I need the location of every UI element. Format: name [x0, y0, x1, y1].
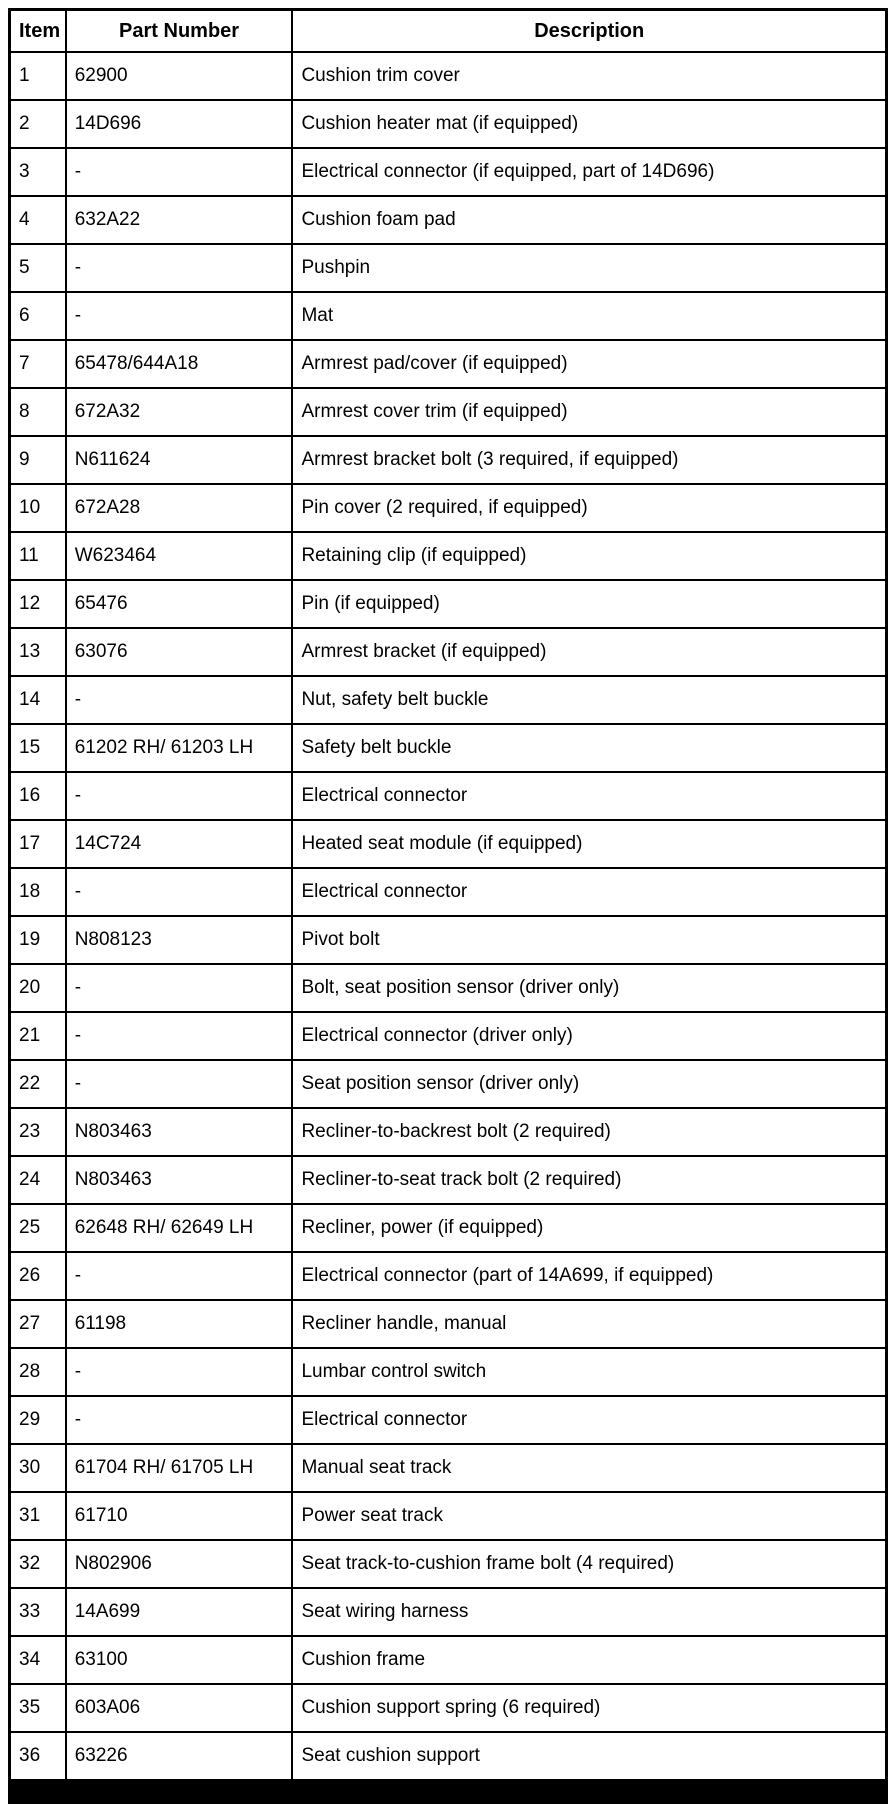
description-cell: Cushion support spring (6 required)	[292, 1684, 886, 1732]
table-row	[10, 292, 887, 340]
item-cell: 11	[10, 532, 66, 580]
description-cell: Cushion frame	[292, 1636, 886, 1684]
item-cell: 31	[10, 1492, 66, 1540]
table-row	[10, 676, 887, 724]
item-cell: 5	[10, 244, 66, 292]
table-row	[10, 1108, 887, 1156]
description-cell: Armrest bracket bolt (3 required, if equipped)	[292, 436, 886, 484]
table-row	[10, 1492, 887, 1540]
description-cell: Pin cover (2 required, if equipped)	[292, 484, 886, 532]
description-cell: Lumbar control switch	[292, 1348, 886, 1396]
item-cell: 2	[10, 100, 66, 148]
bottom-divider-bar	[8, 1782, 888, 1804]
description-cell: Cushion heater mat (if equipped)	[292, 100, 886, 148]
table-row	[10, 340, 887, 388]
table-row	[10, 1012, 887, 1060]
item-cell: 3	[10, 148, 66, 196]
description-cell: Mat	[292, 292, 886, 340]
part-number-cell: 672A28	[66, 484, 293, 532]
item-cell: 4	[10, 196, 66, 244]
table-row	[10, 868, 887, 916]
document-page	[0, 8, 896, 1794]
item-cell: 1	[10, 52, 66, 100]
description-cell: Heated seat module (if equipped)	[292, 820, 886, 868]
description-cell: Electrical connector	[292, 1396, 886, 1444]
part-number-cell: 61710	[66, 1492, 293, 1540]
part-number-cell: -	[66, 772, 293, 820]
description-cell: Pushpin	[292, 244, 886, 292]
item-cell: 18	[10, 868, 66, 916]
description-cell: Electrical connector (if equipped, part of 14D696)	[292, 148, 886, 196]
table-row	[10, 580, 887, 628]
description-cell: Electrical connector (driver only)	[292, 1012, 886, 1060]
description-cell: Seat wiring harness	[292, 1588, 886, 1636]
table-row	[10, 1732, 887, 1781]
part-number-cell: 14A699	[66, 1588, 293, 1636]
table-row	[10, 1396, 887, 1444]
table-row	[10, 148, 887, 196]
part-number-cell: -	[66, 244, 293, 292]
part-number-cell: 63226	[66, 1732, 293, 1781]
table-row	[10, 1156, 887, 1204]
table-row	[10, 820, 887, 868]
description-cell: Recliner-to-seat track bolt (2 required)	[292, 1156, 886, 1204]
description-cell: Seat track-to-cushion frame bolt (4 required)	[292, 1540, 886, 1588]
table-row	[10, 52, 887, 100]
table-row	[10, 1588, 887, 1636]
table-row	[10, 100, 887, 148]
header-description: Description	[292, 10, 886, 53]
item-cell: 32	[10, 1540, 66, 1588]
description-cell: Electrical connector	[292, 772, 886, 820]
table-row	[10, 1540, 887, 1588]
part-number-cell: -	[66, 868, 293, 916]
part-number-cell: N803463	[66, 1108, 293, 1156]
part-number-cell: 632A22	[66, 196, 293, 244]
part-number-cell: N808123	[66, 916, 293, 964]
item-cell: 34	[10, 1636, 66, 1684]
description-cell: Manual seat track	[292, 1444, 886, 1492]
table-row	[10, 1348, 887, 1396]
description-cell: Pivot bolt	[292, 916, 886, 964]
table-row	[10, 484, 887, 532]
part-number-cell: 61704 RH/ 61705 LH	[66, 1444, 293, 1492]
table-row	[10, 1060, 887, 1108]
description-cell: Recliner handle, manual	[292, 1300, 886, 1348]
item-cell: 33	[10, 1588, 66, 1636]
table-row	[10, 1684, 887, 1732]
item-cell: 14	[10, 676, 66, 724]
part-number-cell: -	[66, 1060, 293, 1108]
table-row	[10, 244, 887, 292]
part-number-cell: 62900	[66, 52, 293, 100]
table-row	[10, 196, 887, 244]
part-number-cell: 61202 RH/ 61203 LH	[66, 724, 293, 772]
part-number-cell: -	[66, 1348, 293, 1396]
part-number-cell: -	[66, 148, 293, 196]
description-cell: Electrical connector	[292, 868, 886, 916]
description-cell: Seat cushion support	[292, 1732, 886, 1781]
part-number-cell: 65478/644A18	[66, 340, 293, 388]
description-cell: Seat position sensor (driver only)	[292, 1060, 886, 1108]
part-number-cell: -	[66, 1396, 293, 1444]
description-cell: Safety belt buckle	[292, 724, 886, 772]
part-number-cell: 672A32	[66, 388, 293, 436]
table-row	[10, 1636, 887, 1684]
description-cell: Armrest cover trim (if equipped)	[292, 388, 886, 436]
description-cell: Armrest bracket (if equipped)	[292, 628, 886, 676]
item-cell: 21	[10, 1012, 66, 1060]
item-cell: 7	[10, 340, 66, 388]
table-row	[10, 1204, 887, 1252]
part-number-cell: N803463	[66, 1156, 293, 1204]
item-cell: 25	[10, 1204, 66, 1252]
part-number-cell: 63100	[66, 1636, 293, 1684]
part-number-cell: -	[66, 1252, 293, 1300]
part-number-cell: N802906	[66, 1540, 293, 1588]
item-cell: 35	[10, 1684, 66, 1732]
item-cell: 16	[10, 772, 66, 820]
parts-table	[8, 8, 888, 1782]
table-row	[10, 964, 887, 1012]
description-cell: Bolt, seat position sensor (driver only)	[292, 964, 886, 1012]
item-cell: 29	[10, 1396, 66, 1444]
table-row	[10, 1444, 887, 1492]
table-row	[10, 916, 887, 964]
part-number-cell: N611624	[66, 436, 293, 484]
item-cell: 17	[10, 820, 66, 868]
part-number-cell: -	[66, 964, 293, 1012]
item-cell: 10	[10, 484, 66, 532]
part-number-cell: -	[66, 676, 293, 724]
parts-table-header	[10, 10, 887, 53]
header-part-number: Part Number	[66, 10, 293, 53]
table-row	[10, 388, 887, 436]
item-cell: 36	[10, 1732, 66, 1781]
item-cell: 30	[10, 1444, 66, 1492]
table-row	[10, 772, 887, 820]
description-cell: Recliner-to-backrest bolt (2 required)	[292, 1108, 886, 1156]
item-cell: 19	[10, 916, 66, 964]
description-cell: Electrical connector (part of 14A699, if equipped)	[292, 1252, 886, 1300]
table-row	[10, 1252, 887, 1300]
item-cell: 26	[10, 1252, 66, 1300]
description-cell: Nut, safety belt buckle	[292, 676, 886, 724]
part-number-cell: -	[66, 292, 293, 340]
part-number-cell: W623464	[66, 532, 293, 580]
item-cell: 8	[10, 388, 66, 436]
part-number-cell: 14D696	[66, 100, 293, 148]
description-cell: Armrest pad/cover (if equipped)	[292, 340, 886, 388]
description-cell: Cushion foam pad	[292, 196, 886, 244]
item-cell: 6	[10, 292, 66, 340]
description-cell: Cushion trim cover	[292, 52, 886, 100]
item-cell: 27	[10, 1300, 66, 1348]
table-row	[10, 436, 887, 484]
item-cell: 15	[10, 724, 66, 772]
part-number-cell: 65476	[66, 580, 293, 628]
part-number-cell: 603A06	[66, 1684, 293, 1732]
description-cell: Retaining clip (if equipped)	[292, 532, 886, 580]
part-number-cell: 62648 RH/ 62649 LH	[66, 1204, 293, 1252]
description-cell: Power seat track	[292, 1492, 886, 1540]
header-row	[10, 10, 887, 53]
item-cell: 24	[10, 1156, 66, 1204]
item-cell: 23	[10, 1108, 66, 1156]
table-row	[10, 1300, 887, 1348]
item-cell: 12	[10, 580, 66, 628]
item-cell: 20	[10, 964, 66, 1012]
description-cell: Pin (if equipped)	[292, 580, 886, 628]
part-number-cell: 63076	[66, 628, 293, 676]
table-row	[10, 532, 887, 580]
part-number-cell: -	[66, 1012, 293, 1060]
table-row	[10, 628, 887, 676]
part-number-cell: 14C724	[66, 820, 293, 868]
table-row	[10, 724, 887, 772]
description-cell: Recliner, power (if equipped)	[292, 1204, 886, 1252]
item-cell: 28	[10, 1348, 66, 1396]
item-cell: 22	[10, 1060, 66, 1108]
header-item: Item	[10, 10, 66, 53]
part-number-cell: 61198	[66, 1300, 293, 1348]
item-cell: 13	[10, 628, 66, 676]
parts-table-body	[10, 52, 887, 1781]
item-cell: 9	[10, 436, 66, 484]
